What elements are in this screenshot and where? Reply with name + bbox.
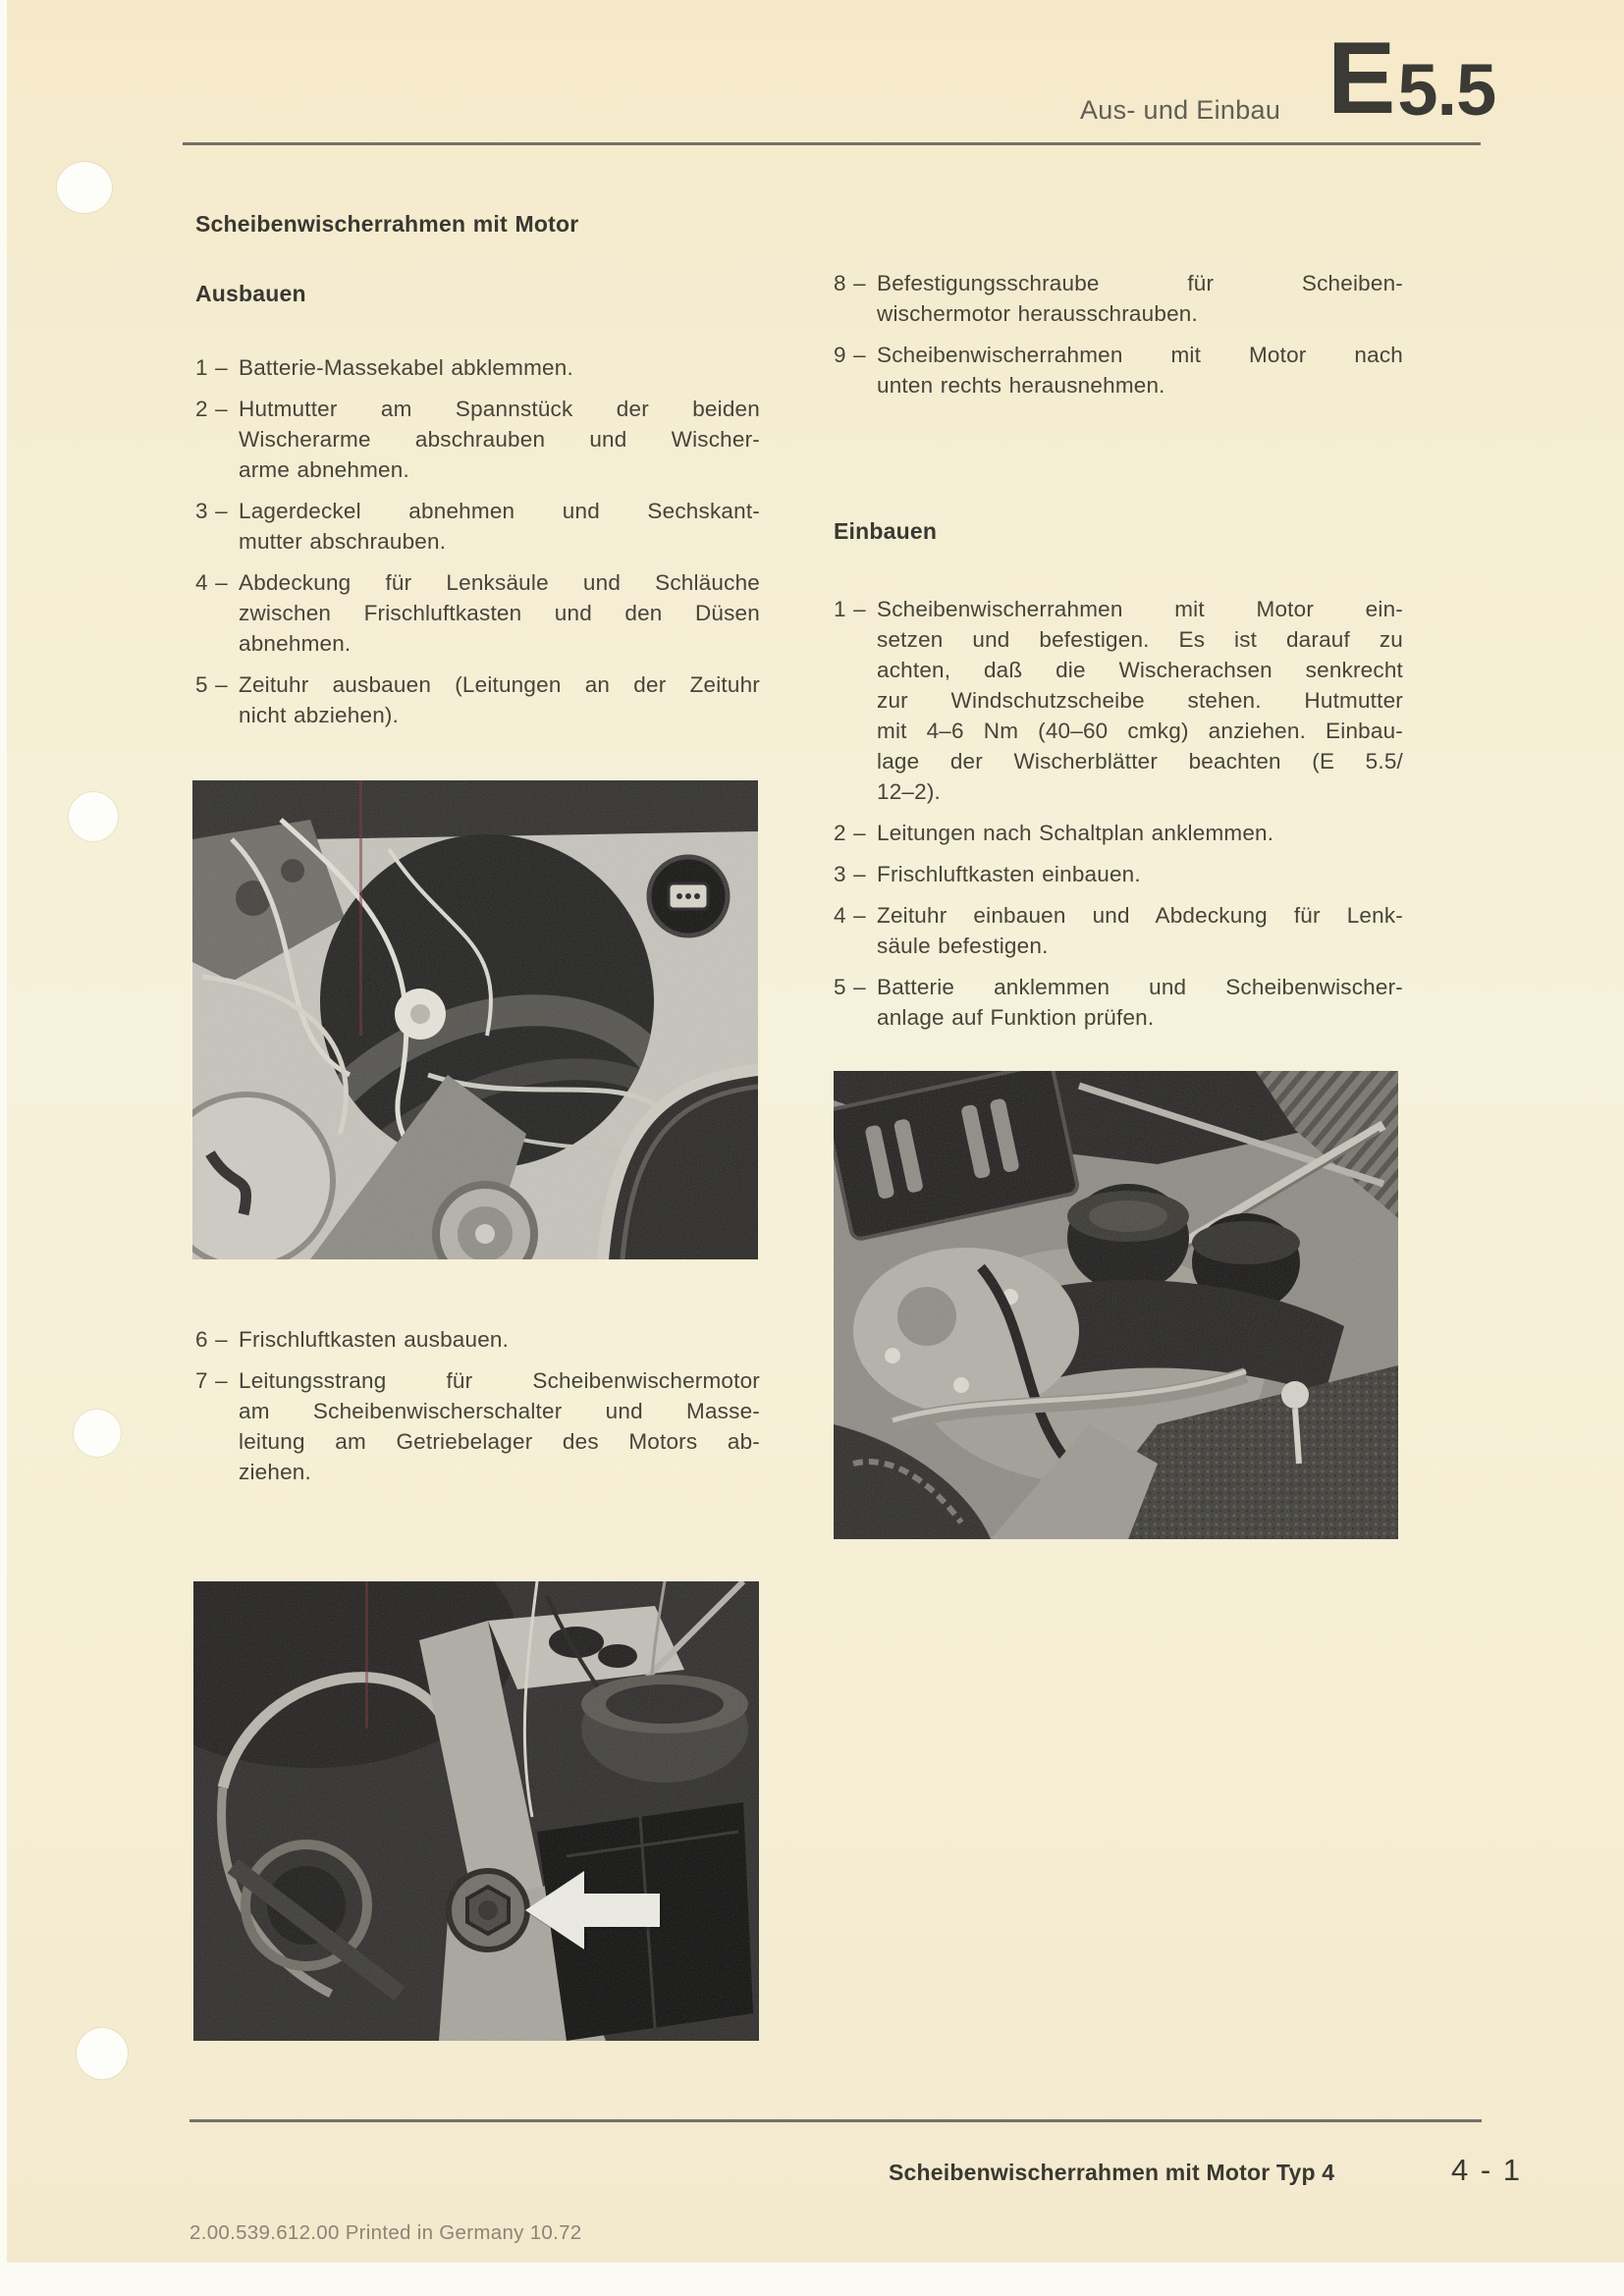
step-line: zwischen Frischluftkasten und den Düsen — [239, 601, 760, 625]
step-line: Scheibenwischerrahmen mit Motor nach — [877, 343, 1403, 367]
removal-step-2 — [195, 394, 760, 485]
removal-step-1 — [195, 352, 760, 383]
step-line: Hutmutter am Spannstück der beiden — [239, 397, 760, 421]
punch-hole — [74, 1410, 121, 1457]
paper-bottom-edge — [0, 2263, 1624, 2296]
step-line: Lagerdeckel abnehmen und Sechskant- — [239, 499, 760, 523]
step-line: Frischluftkasten ausbauen. — [239, 1327, 510, 1352]
step-line: anlage auf Funktion prüfen. — [877, 1005, 1155, 1030]
step-line: Scheibenwischerrahmen mit Motor ein- — [877, 597, 1403, 621]
install-step-4 — [834, 900, 1403, 961]
step-line: nicht abziehen). — [239, 703, 400, 727]
heading-einbauen: Einbauen — [834, 518, 938, 544]
removal-step-9 — [834, 340, 1403, 400]
page-number: 4 - 1 — [1450, 2153, 1522, 2187]
step-number: 1 – — [834, 597, 866, 621]
step-number: 3 – — [195, 499, 228, 523]
header-section-label: Aus- und Einbau — [1080, 95, 1281, 125]
step-line: setzen und befestigen. Es ist darauf zu — [877, 627, 1403, 652]
page-title: Scheibenwischerrahmen mit Motor — [195, 211, 579, 237]
step-line: Zeituhr ausbauen (Leitungen an der Zeituhr — [239, 672, 760, 697]
step-line: Batterie-Massekabel abklemmen. — [239, 355, 573, 380]
step-number: 6 – — [195, 1327, 228, 1352]
step-number: 4 – — [195, 570, 228, 595]
step-number: 3 – — [834, 862, 866, 886]
step-number: 2 – — [195, 397, 228, 421]
step-number: 2 – — [834, 821, 866, 845]
removal-step-4 — [195, 567, 760, 659]
removal-step-8 — [834, 268, 1403, 329]
step-line: abnehmen. — [239, 631, 352, 656]
step-line: Zeituhr einbauen und Abdeckung für Lenk- — [877, 903, 1403, 928]
step-line: mit 4–6 Nm (40–60 cmkg) anziehen. Einbau- — [877, 719, 1403, 743]
footer-caption: Scheibenwischerrahmen mit Motor Typ 4 — [889, 2160, 1335, 2185]
photo-wiper-motor-assembly — [834, 1071, 1398, 1539]
step-line: leitung am Getriebelager des Motors ab- — [239, 1429, 760, 1454]
step-line: mutter abschrauben. — [239, 529, 447, 554]
right-column — [834, 268, 1403, 1043]
step-line: wischermotor herausschrauben. — [877, 301, 1198, 326]
section-code-letter: E — [1327, 22, 1394, 135]
section-code-number: 5.5 — [1397, 48, 1496, 131]
punch-hole — [69, 792, 118, 841]
step-number: 4 – — [834, 903, 866, 928]
step-number: 1 – — [195, 355, 228, 380]
left-column-top — [195, 209, 760, 741]
step-number: 8 – — [834, 271, 866, 295]
step-line: Frischluftkasten einbauen. — [877, 862, 1141, 886]
step-line: am Scheibenwischerschalter und Masse- — [239, 1399, 760, 1423]
step-line: Leitungen nach Schaltplan anklemmen. — [877, 821, 1274, 845]
photo-instrument-panel-opening — [192, 780, 758, 1259]
install-step-2 — [834, 818, 1403, 848]
removal-step-7 — [195, 1365, 760, 1487]
removal-step-6 — [195, 1324, 760, 1355]
step-line: Befestigungsschraube für Scheiben- — [877, 271, 1403, 295]
heading-ausbauen: Ausbauen — [195, 281, 306, 306]
print-note: 2.00.539.612.00 Printed in Germany 10.72 — [189, 2221, 582, 2244]
step-number: 5 – — [834, 975, 866, 999]
step-line: unten rechts herausnehmen. — [877, 373, 1165, 398]
step-line: 12–2). — [877, 779, 941, 804]
footer-rule — [189, 2119, 1482, 2122]
install-step-1 — [834, 594, 1403, 807]
step-number: 7 – — [195, 1368, 228, 1393]
step-line: zur Windschutzscheibe stehen. Hutmutter — [877, 688, 1403, 713]
step-line: arme abnehmen. — [239, 457, 409, 482]
paper-left-edge — [0, 0, 7, 2296]
step-number: 9 – — [834, 343, 866, 367]
step-number: 5 – — [195, 672, 228, 697]
step-line: säule befestigen. — [877, 934, 1049, 958]
punch-hole — [57, 162, 112, 213]
step-line: lage der Wischerblätter beachten (E 5.5/ — [877, 749, 1403, 774]
header-section-code — [1327, 22, 1496, 135]
step-line: Leitungsstrang für Scheibenwischermotor — [239, 1368, 760, 1393]
left-column-mid — [195, 1324, 760, 1498]
install-step-5 — [834, 972, 1403, 1033]
install-step-3 — [834, 859, 1403, 889]
step-line: ziehen. — [239, 1460, 311, 1484]
photo-wiper-frame-mounting-screw — [193, 1581, 759, 2041]
removal-step-5 — [195, 669, 760, 730]
removal-step-3 — [195, 496, 760, 557]
step-line: Abdeckung für Lenksäule und Schläuche — [239, 570, 760, 595]
header-rule — [183, 142, 1481, 145]
footer — [889, 2153, 1522, 2188]
step-line: achten, daß die Wischerachsen senkrecht — [877, 658, 1403, 682]
step-line: Batterie anklemmen und Scheibenwischer- — [877, 975, 1403, 999]
step-line: Wischerarme abschrauben und Wischer- — [239, 427, 760, 452]
punch-hole — [77, 2028, 128, 2079]
